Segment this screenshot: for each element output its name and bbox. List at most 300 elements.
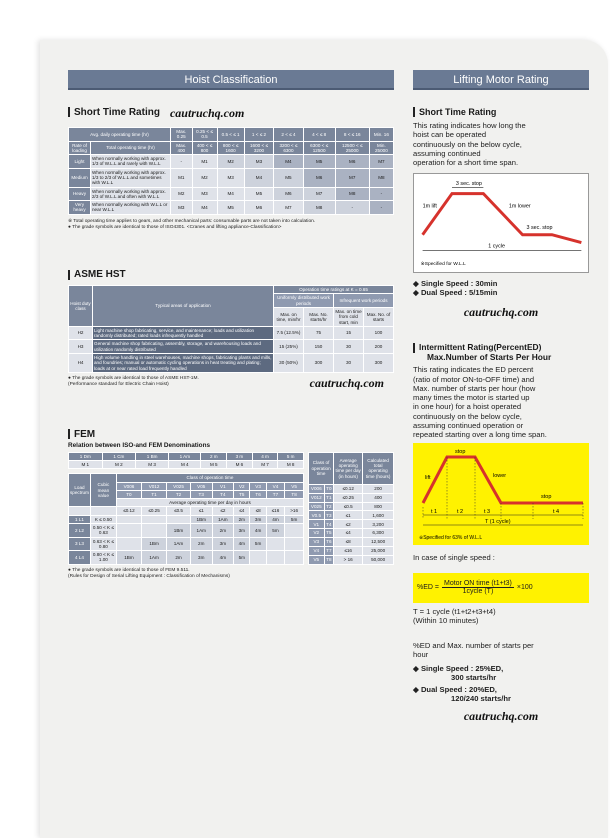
table-cell: T7 xyxy=(266,490,284,498)
table-header: Operation time ratings at K = 0.65 xyxy=(274,286,394,294)
dual-speed-starts: 120/240 starts/hr xyxy=(451,693,511,703)
T-label: T (1 cycle) xyxy=(485,519,511,526)
table-cell: ≤0.25 xyxy=(142,507,167,515)
row-description: When normally working with approx. 2/3 of W.L.L and often with W.L.L xyxy=(91,187,171,201)
table-row xyxy=(69,201,394,215)
table-cell xyxy=(250,551,266,565)
table-cell: V025 xyxy=(167,482,191,490)
asme-note-1: ● The grade symbols are identical to those of ASME HST-1M. xyxy=(68,375,199,381)
table-header: Total operating time (hr) xyxy=(91,141,171,155)
fem-note-2: (Rules for Design of Serial Lifting Equipment : Classification of Mechanisms) xyxy=(68,573,230,579)
max-starts-title: Max.Number of Starts Per Hour xyxy=(427,352,552,363)
table-header: 3200 < ≤ 6300 xyxy=(274,141,303,155)
table-cell: M8 xyxy=(303,201,335,215)
table-cell: 3m xyxy=(234,524,250,538)
row-key: Very heavy xyxy=(69,201,91,215)
table-header: Class of operation time xyxy=(309,452,334,484)
table-cell: 2m xyxy=(234,515,250,523)
table-cell: ≤8 xyxy=(250,507,266,515)
table-cell: 4m xyxy=(250,524,266,538)
intermittent-title: Intermittent Rating(PercentED) xyxy=(419,342,542,353)
table-row xyxy=(69,286,394,294)
short-cycle-diagram xyxy=(413,173,589,273)
table-header: 6300 < ≤ 12500 xyxy=(303,141,335,155)
table-cell: ≤2 xyxy=(212,507,234,515)
table-cell: M6 xyxy=(303,168,335,187)
table-cell: 50,000 xyxy=(363,555,394,564)
table-row xyxy=(309,555,394,564)
table-cell: T1 xyxy=(142,490,167,498)
intermittent-cycle-diagram xyxy=(413,443,589,545)
table-cell: M2 xyxy=(171,187,193,201)
fem-operation-table xyxy=(308,452,394,565)
lifting-motor-column xyxy=(413,70,589,724)
intermittent-heading xyxy=(413,342,589,362)
table-cell: 1Bm xyxy=(116,551,141,565)
load-spectrum: 3 L3 xyxy=(69,537,91,551)
table-header: Min. 16 xyxy=(369,128,393,142)
table-header: 400 < ≤ 800 xyxy=(192,141,217,155)
table-cell: 30 xyxy=(334,340,364,354)
table-row xyxy=(69,353,394,372)
lift-label: 1m lift xyxy=(422,203,437,210)
table-header: Average operating time per day (in hours) xyxy=(334,452,363,484)
table-cell: ≤0.12 xyxy=(116,507,141,515)
table-cell: ≤0.5 xyxy=(167,507,191,515)
table-cell: M6 xyxy=(244,201,273,215)
table-cell: M5 xyxy=(274,168,303,187)
table-cell: M7 xyxy=(303,187,335,201)
table-row xyxy=(309,520,394,529)
short-time-body xyxy=(69,155,394,215)
table-cell: 3m xyxy=(212,537,234,551)
table-cell: M7 xyxy=(274,201,303,215)
cubic-mean: 0.63 < K ≤ 0.80 xyxy=(90,537,116,551)
short-note-2: ● The grade symbols are identical to those of ISO4301. <Cranes and lifting appliance-Classification> xyxy=(68,224,282,230)
asme-table xyxy=(68,285,394,373)
short-time-table xyxy=(68,127,394,215)
table-cell: M 6 xyxy=(227,461,253,469)
table-cell: 3m xyxy=(190,551,212,565)
watermark: cautruchq.com xyxy=(463,305,539,320)
single-speed-starts: 300 starts/hr xyxy=(451,672,497,682)
table-row xyxy=(69,551,304,565)
table-cell xyxy=(285,551,304,565)
table-cell: T2 xyxy=(324,502,334,511)
table-header: Max. 0.25 xyxy=(171,128,193,142)
table-row xyxy=(309,484,394,493)
table-header: 1 < ≤ 2 xyxy=(244,128,273,142)
table-cell: ≤16 xyxy=(266,507,284,515)
table-cell: T6 xyxy=(250,490,266,498)
table-cell: M4 xyxy=(192,201,217,215)
table-cell xyxy=(266,537,284,551)
table-header: Max. on time, min/hr xyxy=(274,307,304,326)
fem-tables xyxy=(68,452,394,565)
diagram-background xyxy=(413,443,589,545)
table-row xyxy=(309,452,394,484)
table-cell: M3 xyxy=(171,201,193,215)
t3-label: t 3 xyxy=(484,509,491,516)
right-short-heading xyxy=(413,107,589,117)
t1-label: t 1 xyxy=(431,509,438,516)
table-cell: ≤1 xyxy=(334,511,363,520)
table-cell: 5 m xyxy=(278,452,304,460)
table-cell: M5 xyxy=(303,155,335,169)
table-cell: M3 xyxy=(192,187,217,201)
table-header: Hoist duty class xyxy=(69,286,93,327)
fem-operation-body xyxy=(309,484,394,564)
table-header: Min. 25000 xyxy=(369,141,393,155)
table-cell: V3 xyxy=(250,482,266,490)
table-cell: ≤0.25 xyxy=(334,493,363,502)
table-row xyxy=(69,187,394,201)
fem-spectrum-body xyxy=(69,515,304,564)
lifting-motor-banner: Lifting Motor Rating xyxy=(413,70,589,90)
table-header: Load spectrum xyxy=(69,474,91,507)
lower-label: lower xyxy=(493,473,507,480)
table-header: Calculated total operating time (hours) xyxy=(363,452,394,484)
short-note-1: ※ Total operating time applies to gears, and other mechanical parts: consumable parts are not taken into calculation. xyxy=(68,218,316,224)
table-cell: V006 xyxy=(116,482,141,490)
table-cell: ≤4 xyxy=(334,529,363,538)
table-cell: V5 xyxy=(285,482,304,490)
fem-spectrum-table xyxy=(68,473,304,564)
cubic-mean: 0.50 < K ≤ 0.63 xyxy=(90,524,116,538)
row-description: When normally working with approx. 1/3 to 2/3 of W.L.L and sometimes with W.L.L xyxy=(91,168,171,187)
application-description: Light machine shop fabricating, service, and maintenance; loads and utilization randomly distributed; rated loads infrequently handled xyxy=(93,326,274,340)
table-row xyxy=(309,529,394,538)
table-cell: M5 xyxy=(217,201,244,215)
table-cell: M3 xyxy=(217,168,244,187)
table-cell: ≤0.5 xyxy=(334,502,363,511)
table-row xyxy=(69,340,394,354)
application-description: High volume handling in steel warehouses, machine shops, fabricating plants and mills, and foundries; manual or automatic cycling operations in heat treating and plating; loads at or near rated load frequently handled xyxy=(93,353,274,372)
table-row xyxy=(69,141,394,155)
hoist-classification-column xyxy=(68,70,394,580)
table-cell xyxy=(142,524,167,538)
table-cell: V012 xyxy=(309,493,325,502)
table-cell: - xyxy=(171,155,193,169)
table-row xyxy=(309,546,394,555)
table-cell: V4 xyxy=(309,546,325,555)
table-cell: M 3 xyxy=(136,461,169,469)
short-time-heading xyxy=(68,106,394,121)
short-rating-text: This rating indicates how long the hoist can be operated continuously on the below cycle, assuming continued operation for a short time span. xyxy=(413,121,526,167)
table-cell: - xyxy=(369,187,393,201)
table-row xyxy=(309,493,394,502)
table-header: Uniformly distributed work periods xyxy=(274,294,334,308)
table-header: 12500 < ≤ 25000 xyxy=(335,141,369,155)
table-cell: V006 xyxy=(309,484,325,493)
asme-note-2: (Performance standard for Electric Chain Hoist) xyxy=(68,382,169,388)
t4-label: t 4 xyxy=(553,509,560,516)
table-cell: T3 xyxy=(324,511,334,520)
table-row xyxy=(69,507,304,515)
table-header: Cubic mean value xyxy=(90,474,116,507)
table-cell: V05 xyxy=(190,482,212,490)
table-cell: M 7 xyxy=(252,461,278,469)
dual-speed-ed: ◆ Dual Speed : 20%ED, xyxy=(413,684,497,694)
asme-heading xyxy=(68,269,394,280)
table-cell: M 1 xyxy=(69,461,103,469)
table-cell: T8 xyxy=(324,555,334,564)
table-cell: ≤2 xyxy=(334,520,363,529)
table-header: 2 < ≤ 4 xyxy=(274,128,303,142)
table-cell: V1 xyxy=(309,520,325,529)
section-bar xyxy=(68,270,70,280)
table-row xyxy=(69,452,304,460)
table-cell: M5 xyxy=(244,187,273,201)
table-cell: 5m xyxy=(285,515,304,523)
duty-class: H4 xyxy=(69,353,93,372)
table-row xyxy=(309,502,394,511)
fem-subtitle: Relation between ISO-and FEM Denominations xyxy=(68,441,211,449)
single-speed-ed: ◆ Single Speed : 25%ED, xyxy=(413,663,504,673)
table-cell: 1Am xyxy=(167,537,191,551)
table-cell: ≤1 xyxy=(190,507,212,515)
table-cell: T1 xyxy=(324,493,334,502)
table-cell: M8 xyxy=(369,168,393,187)
table-cell: 1Am xyxy=(212,515,234,523)
table-cell: ≤0.12 xyxy=(334,484,363,493)
table-cell: 5m xyxy=(234,551,250,565)
table-cell: M4 xyxy=(217,187,244,201)
table-row xyxy=(69,515,304,523)
table-header: 8 < ≤ 16 xyxy=(335,128,369,142)
table-header: Max. on time from cold start, min xyxy=(335,308,362,325)
table-row xyxy=(69,128,394,142)
table-cell: T6 xyxy=(324,538,334,547)
table-cell: 2m xyxy=(190,537,212,551)
table-header: Max. No. of starts xyxy=(364,307,394,326)
table-cell: M8 xyxy=(335,187,369,201)
table-cell: - xyxy=(369,201,393,215)
table-cell: 1Am xyxy=(142,551,167,565)
table-row xyxy=(69,155,394,169)
table-header: 4 < ≤ 8 xyxy=(303,128,335,142)
single-speed-short: ◆ Single Speed : 30min xyxy=(413,279,498,289)
table-cell: 4m xyxy=(266,515,284,523)
table-cell: 1,600 xyxy=(363,511,394,520)
table-row xyxy=(69,461,304,469)
asme-title: ASME HST xyxy=(74,269,126,281)
table-cell: 800 xyxy=(363,502,394,511)
table-cell: V2 xyxy=(309,529,325,538)
table-cell: 75 xyxy=(304,326,334,340)
cycle-label: 1 cycle xyxy=(488,243,505,250)
table-cell: M6 xyxy=(274,187,303,201)
single-speed-caption: In case of single speed : xyxy=(413,553,495,563)
table-header: Infrequent work periods xyxy=(334,294,394,308)
table-cell: ≤16 xyxy=(334,546,363,555)
ed-summary-1: %ED and Max. number of starts per xyxy=(413,641,534,650)
table-cell: 1 Dm xyxy=(69,452,103,460)
table-cell: V025 xyxy=(309,502,325,511)
table-cell: 2m xyxy=(212,524,234,538)
intermittent-text: This rating indicates the ED percent (ratio of motor ON-to-OFF time) and Max. number of starts per hour (how many times the motor is started up in one hour) for a hoist operated continuously on the below cycle, assuming continued operation or repeated starting over a long time span. xyxy=(413,365,547,439)
formula-numerator: Motor ON time (t1+t3) xyxy=(443,580,512,587)
table-cell: M3 xyxy=(244,155,273,169)
table-cell: M2 xyxy=(217,155,244,169)
table-cell xyxy=(142,515,167,523)
table-cell: 5m xyxy=(250,537,266,551)
watermark: cautruchq.com xyxy=(309,375,384,390)
table-cell: M4 xyxy=(244,168,273,187)
load-spectrum: 1 L1 xyxy=(69,515,91,523)
table-header: Max. No. starts/hr xyxy=(304,307,334,326)
stop-label: 3 sec. stop xyxy=(455,181,482,188)
table-header: 0.25 < ≤ 0.5 xyxy=(192,128,217,142)
table-cell: T7 xyxy=(324,546,334,555)
table-cell: M 4 xyxy=(169,461,201,469)
table-cell: T4 xyxy=(212,490,234,498)
section-bar xyxy=(413,107,415,117)
table-cell: 30 (50%) xyxy=(274,353,304,372)
table-row xyxy=(69,524,304,538)
table-cell: 150 xyxy=(304,340,334,354)
table-cell: T5 xyxy=(324,529,334,538)
table-cell xyxy=(116,537,141,551)
table-cell: 300 xyxy=(304,353,334,372)
table-cell: 1Bm xyxy=(190,515,212,523)
row-description: When normally working with approx. 1/3 of W.L.L and rarely with W.L.L xyxy=(91,155,171,169)
stop2-label: stop xyxy=(541,494,552,501)
table-cell: V012 xyxy=(142,482,167,490)
table-cell: 25,000 xyxy=(363,546,394,555)
table-cell: T0 xyxy=(324,484,334,493)
dual-speed-short: ◆ Dual Speed : 5/15min xyxy=(413,288,498,298)
table-header: Typical areas of application xyxy=(93,286,274,327)
table-cell: 3 m xyxy=(227,452,253,460)
table-cell: V0.5 xyxy=(309,511,325,520)
hoist-classification-banner: Hoist Classification xyxy=(68,70,394,90)
right-short-title: Short Time Rating xyxy=(419,107,497,117)
table-cell: V1 xyxy=(212,482,234,490)
table-row xyxy=(69,474,304,482)
table-cell: 3m xyxy=(250,515,266,523)
section-bar xyxy=(68,429,70,439)
table-header: Avg. daily operating time (hr) xyxy=(69,128,171,142)
table-cell: V4 xyxy=(266,482,284,490)
table-cell: M 2 xyxy=(102,461,136,469)
load-spectrum: 4 L4 xyxy=(69,551,91,565)
table-header: 0.5 < ≤ 1 xyxy=(217,128,244,142)
table-cell: ≤4 xyxy=(234,507,250,515)
spec-label: ※Specified for 63% of W.L.L xyxy=(419,535,483,542)
fem-title: FEM xyxy=(74,428,96,440)
table-cell: M2 xyxy=(192,168,217,187)
load-spectrum: 2 L2 xyxy=(69,524,91,538)
section-bar xyxy=(413,343,415,353)
table-cell xyxy=(266,551,284,565)
table-header: 1600 < ≤ 3200 xyxy=(244,141,273,155)
fem-heading xyxy=(68,429,394,440)
ed-formula xyxy=(413,573,589,603)
row-key: Heavy xyxy=(69,187,91,201)
table-cell: M1 xyxy=(192,155,217,169)
table-cell: ≤8 xyxy=(334,538,363,547)
table-cell xyxy=(167,515,191,523)
table-cell: 1Bm xyxy=(167,524,191,538)
table-cell: 1 Bm xyxy=(136,452,169,460)
table-cell: T8 xyxy=(285,490,304,498)
duty-class: H3 xyxy=(69,340,93,354)
table-cell: 2 m xyxy=(201,452,227,460)
row-description: When normally working with W.L.L or near W.L.L xyxy=(91,201,171,215)
formula-lhs: %ED = xyxy=(417,584,439,591)
table-row xyxy=(69,326,394,340)
fem-note-1: ● The grade symbols are identical to those of FEM 9.511. xyxy=(68,567,190,573)
table-cell: V5 xyxy=(309,555,325,564)
cubic-mean: K ≤ 0.50 xyxy=(90,515,116,523)
table-cell: 15 (25%) xyxy=(274,340,304,354)
table-header: 800 < ≤ 1600 xyxy=(217,141,244,155)
table-header: Max. 400 xyxy=(171,141,193,155)
table-cell: M6 xyxy=(335,155,369,169)
asme-body xyxy=(69,326,394,372)
table-cell: 30 xyxy=(334,353,364,372)
asme-notes xyxy=(68,376,394,391)
table-cell: T5 xyxy=(234,490,250,498)
table-cell: M7 xyxy=(369,155,393,169)
table-cell: 4 m xyxy=(252,452,278,460)
table-cell: 200 xyxy=(363,484,394,493)
cycle-line xyxy=(423,194,582,243)
t2-label: t 2 xyxy=(457,509,464,516)
table-cell: 200 xyxy=(364,340,394,354)
short-time-title: Short Time Rating xyxy=(74,106,160,118)
table-row xyxy=(309,511,394,520)
table-row xyxy=(309,538,394,547)
table-cell: 300 xyxy=(364,353,394,372)
watermark: cautruchq.com xyxy=(169,106,245,120)
stop2-label: 3 sec. stop xyxy=(526,225,553,232)
table-cell: 4m xyxy=(212,551,234,565)
application-description: General machine shop fabricating, assembly, storage, and warehousing loads and utilization randomly distributed xyxy=(93,340,274,354)
stop-label: stop xyxy=(455,449,466,456)
table-cell: >16 xyxy=(285,507,304,515)
table-cell: M4 xyxy=(274,155,303,169)
ed-summary-2: hour xyxy=(413,650,429,660)
duty-class: H2 xyxy=(69,326,93,340)
table-header: Average operating time per day in hours xyxy=(116,499,303,507)
lift-label: lift xyxy=(425,475,431,482)
table-cell: M7 xyxy=(335,168,369,187)
section-bar xyxy=(68,107,70,117)
table-cell xyxy=(285,537,304,551)
table-cell: 12,500 xyxy=(363,538,394,547)
table-header: Class of operation time xyxy=(116,474,303,482)
row-key: Medium xyxy=(69,168,91,187)
table-row xyxy=(69,168,394,187)
table-header: Rate of loading xyxy=(69,141,91,155)
table-cell: 7.5 (12.5%) xyxy=(274,326,304,340)
table-cell: > 16 xyxy=(334,555,363,564)
table-cell: 3,200 xyxy=(363,520,394,529)
table-cell: 400 xyxy=(363,493,394,502)
table-cell: T0 xyxy=(116,490,141,498)
table-cell: M 5 xyxy=(201,461,227,469)
table-cell: 6,300 xyxy=(363,529,394,538)
fem-denomination-table xyxy=(68,452,304,470)
table-cell: 1Am xyxy=(190,524,212,538)
watermark: cautruchq.com xyxy=(463,708,539,723)
table-cell: V2 xyxy=(234,482,250,490)
table-cell: T3 xyxy=(190,490,212,498)
table-cell: 15 xyxy=(334,326,364,340)
lower-label: 1m lower xyxy=(508,203,531,210)
